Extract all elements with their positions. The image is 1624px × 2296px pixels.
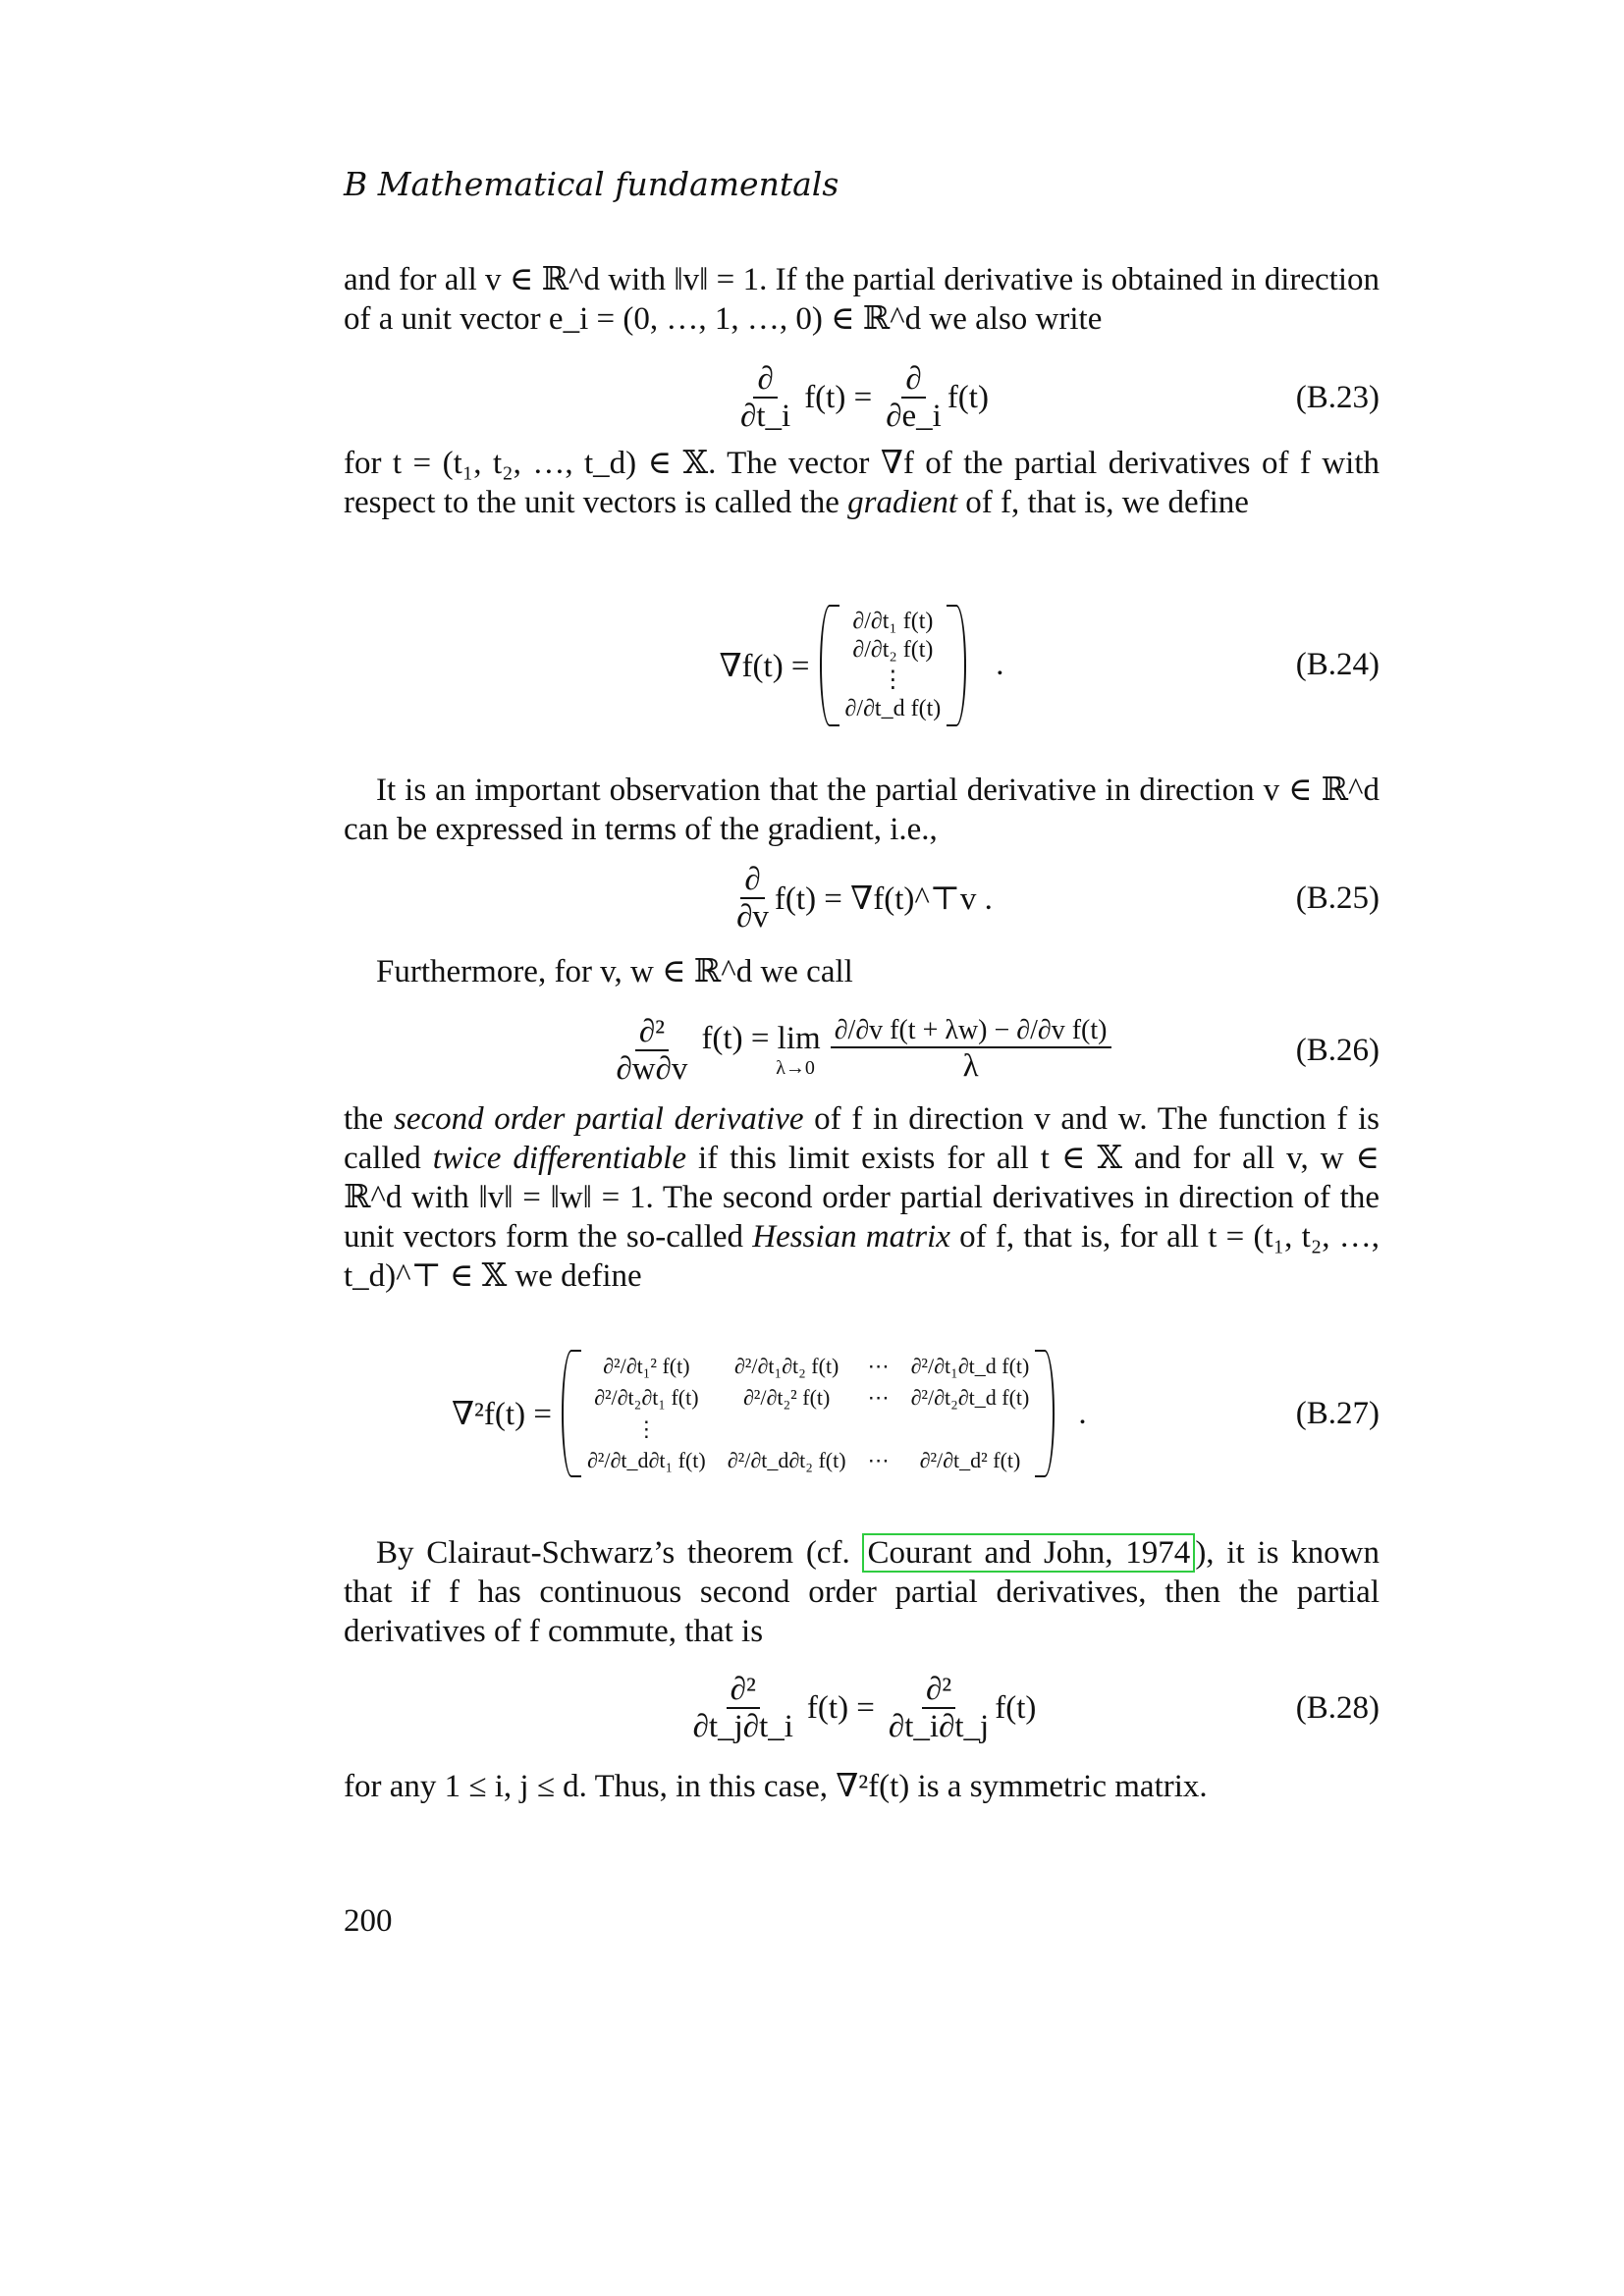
- equation-number: (B.23): [1295, 379, 1380, 415]
- frac-b23-lhs: $\frac{\partial}{\partial t\_i}$: [740, 360, 791, 434]
- gradient-vector: ∂/∂t₁ f(t) ∂/∂t₂ f(t) ⋮ ∂/∂t_d f(t): [820, 605, 967, 726]
- citation-link[interactable]: Courant and John, 1974: [862, 1533, 1195, 1573]
- frac-b26-rhs: $\frac{\text{∂/∂v f(t + λw) − ∂/∂v f(t)}}{\lambda}$: [831, 1016, 1111, 1084]
- paragraph-clairaut-schwarz: By Clairaut-Schwarz’s theorem (cf. Courant and John, 1974 ), it is known that if f has continuous second order partial derivatives, then the partial derivatives of f commute, that is: [344, 1535, 1380, 1649]
- running-header: B Mathematical fundamentals: [344, 165, 839, 203]
- frac-b28-lhs: $\frac{\text{∂²}}{\partial t\_j\partial t\_i}$: [692, 1671, 793, 1744]
- equation-number: (B.24): [1295, 647, 1380, 682]
- equation-number: (B.25): [1295, 880, 1380, 916]
- equation-number: (B.26): [1295, 1032, 1380, 1068]
- frac-b26-lhs: $\frac{\text{∂²}}{\partial w\partial v}$: [616, 1013, 688, 1087]
- equation-b24: ∇f(t) = ∂/∂t₁ f(t) ∂/∂t₂ f(t) ⋮ ∂/∂t_d f(t) . (B.24): [344, 574, 1380, 756]
- frac-b23-rhs: $\frac{\partial}{\partial e\_i}$: [886, 360, 942, 434]
- frac-b28-rhs: $\frac{\text{∂²}}{\partial t\_i\partial t\_j}$: [888, 1671, 990, 1744]
- frac-b25: $\frac{\partial}{\partial v}$: [736, 861, 769, 934]
- equation-b26: $\frac{\text{∂²}}{\partial w\partial v}$ f(t) = lim λ→0 $\frac{\text{∂/∂v f(t + λw) − ∂/∂v f(t)}}{\lambda}$ (B.26): [344, 1001, 1380, 1099]
- page-number: 200: [344, 1903, 393, 1939]
- equation-b23: $\frac{\partial}{\partial t\_i}$ f(t) = $\frac{\partial}{\partial e\_i}$ f(t) (B.23): [344, 353, 1380, 442]
- paragraph-gradient-definition: for t = (t₁, t₂, …, t_d) ∈ 𝕏. The vector ∇f of the partial derivatives of f with respect to the unit vectors is called the gradient of f, that is, we define: [344, 446, 1380, 520]
- equation-b28: $\frac{\text{∂²}}{\partial t\_j\partial t\_i}$ f(t) = $\frac{\text{∂²}}{\partial t\_i\partial t\_j}$ f(t) (B.28): [344, 1659, 1380, 1757]
- paragraph-observation: It is an important observation that the partial derivative in direction v ∈ ℝ^d can be expressed in terms of the gradient, i.e.,: [344, 773, 1380, 847]
- paragraph-symmetric: for any 1 ≤ i, j ≤ d. Thus, in this case, ∇²f(t) is a symmetric matrix.: [344, 1769, 1208, 1804]
- equation-number: (B.27): [1295, 1395, 1380, 1431]
- equation-b25: $\frac{\partial}{\partial v}$ f(t) = ∇f(t)^⊤v . (B.25): [344, 854, 1380, 942]
- equation-number: (B.28): [1295, 1689, 1380, 1726]
- equation-b27: ∇²f(t) = ∂²/∂t₁² f(t) ∂²/∂t₁∂t₂ f(t) ⋯ ∂²/∂t₁∂t_d f(t) ∂²/∂t₂∂t₁ f(t) ∂²/∂t₂² f(t) ⋯ ∂²/∂t₂∂t_d f(t) ⋮ ∂²/∂t_d∂t₁ f(t) ∂²/∂t_d∂t₂ f(t) ⋯ ∂²/∂t_d² f(t) . (B.27): [344, 1310, 1380, 1517]
- paragraph-second-order: the second order partial derivative of f in direction v and w. The function f is called twice differentiable if this limit exists for all t ∈ 𝕏 and for all v, w ∈ ℝ^d with ‖v‖ = ‖w‖ = 1. The second order partial derivatives in direction of the unit vectors form the so-called Hessian matrix of f, that is, for all t = (t₁, t₂, …, t_d)^⊤ ∈ 𝕏 we define: [344, 1101, 1380, 1294]
- paragraph-unit-vector: and for all v ∈ ℝ^d with ‖v‖ = 1. If the partial derivative is obtained in direction of a unit vector e_i = (0, …, 1, …, 0) ∈ ℝ^d we also write: [344, 262, 1380, 337]
- paragraph-furthermore: Furthermore, for v, w ∈ ℝ^d we call: [376, 954, 853, 989]
- hessian-matrix: ∂²/∂t₁² f(t) ∂²/∂t₁∂t₂ f(t) ⋯ ∂²/∂t₁∂t_d f(t) ∂²/∂t₂∂t₁ f(t) ∂²/∂t₂² f(t) ⋯ ∂²/∂t₂∂t_d f(t) ⋮ ∂²/∂t_d∂t₁ f(t) ∂²/∂t_d∂t₂ f(t) ⋯ ∂²/∂t_d² f(t): [562, 1350, 1055, 1477]
